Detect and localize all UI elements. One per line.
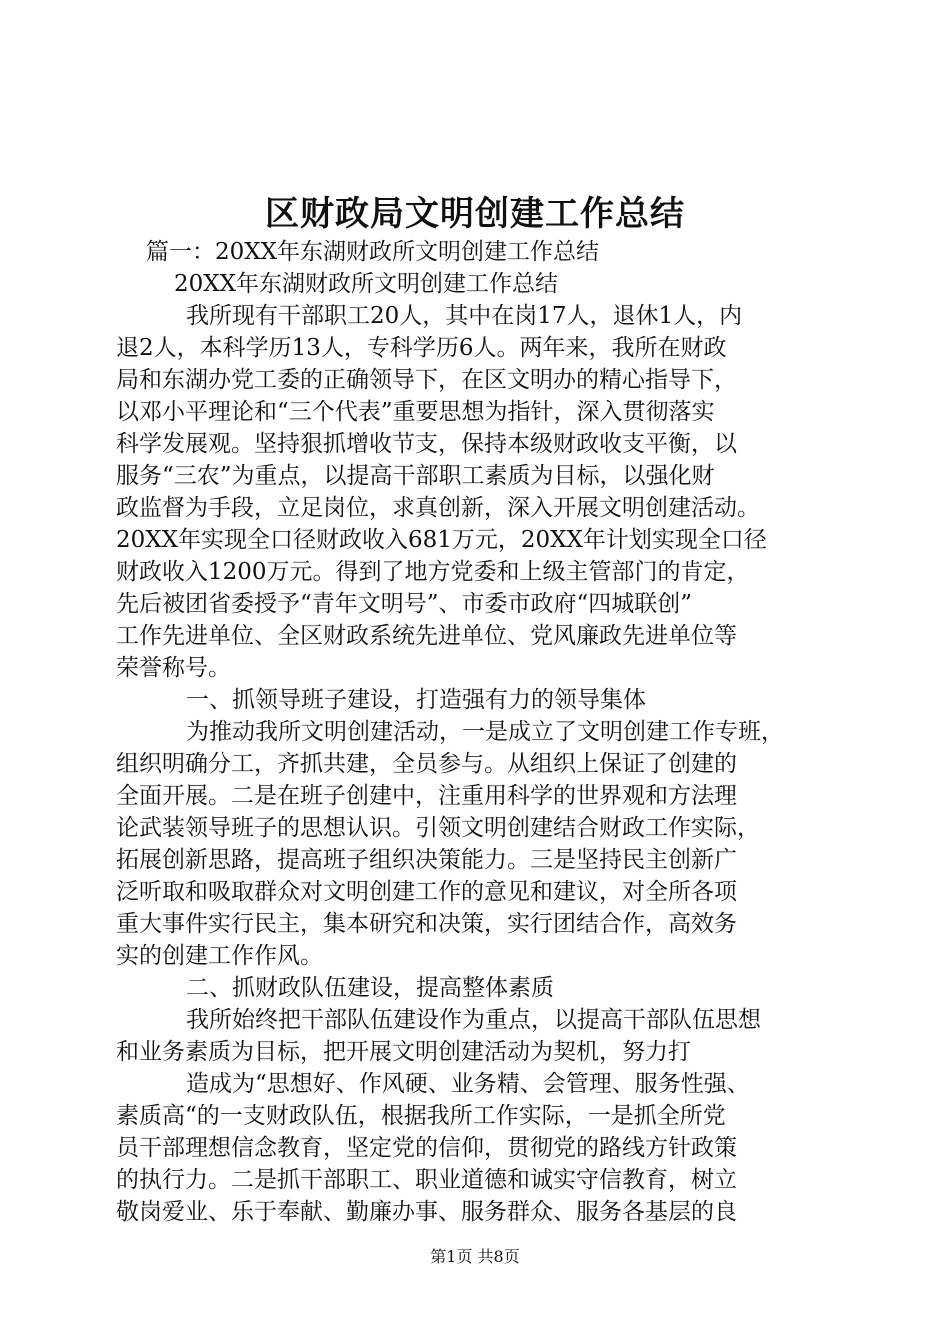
text-line: 20XX年东湖财政所文明创建工作总结 [174,271,559,297]
text-line: 以邓小平理论和“三个代表”重要思想为指针，深入贯彻落实 [116,399,715,425]
text-line: 局和东湖办党工委的正确领导下，在区文明办的精心指导下， [116,367,737,393]
text-line: 全面开展。二是在班子创建中，注重用科学的世界观和方法理 [116,783,737,809]
text-line: 拓展创新思路，提高班子组织决策能力。三是坚持民主创新广 [116,847,737,873]
text-line: 泛听取和吸取群众对文明创建工作的意见和建议，对全所各项 [116,879,737,905]
text-line: 荣誉称号。 [116,655,231,681]
text-line: 敬岗爱业、乐于奉献、勤廉办事、服务群众、服务各基层的良 [116,1199,737,1225]
text-line: 组织明确分工，齐抓共建，全员参与。从组织上保证了创建的 [116,751,737,777]
text-line: 素质高“的一支财政队伍，根据我所工作实际，一是抓全所党 [116,1103,726,1129]
text-line: 先后被团省委授予“青年文明号”、市委市政府“四城联创” [116,591,693,617]
document-body [116,236,831,1228]
text-line: 工作先进单位、全区财政系统先进单位、党风廉政先进单位等 [116,623,737,649]
text-line: 造成为“思想好、作风硬、业务精、会管理、服务性强、 [186,1071,750,1097]
text-line: 和业务素质为目标，把开展文明创建活动为契机，努力打 [116,1039,691,1065]
text-line: 我所始终把干部队伍建设作为重点，以提高干部队伍思想 [186,1007,761,1033]
section-heading: 一、抓领导班子建设，打造强有力的领导集体 [186,687,646,713]
text-line: 实的创建工作作风。 [116,943,323,969]
text-line: 退2人，本科学历13人，专科学历6人。两年来，我所在财政 [116,335,727,361]
text-line: 20XX年实现全口径财政收入681万元，20XX年计划实现全口径 [116,527,767,553]
text-line: 员干部理想信念教育，坚定党的信仰，贯彻党的路线方针政策 [116,1135,737,1161]
section-heading: 二、抓财政队伍建设，提高整体素质 [186,975,554,1001]
text-line: 财政收入1200万元。得到了地方党委和上级主管部门的肯定， [116,559,750,585]
text-line: 篇一：20XX年东湖财政所文明创建工作总结 [146,239,600,265]
document-title: 区财政局文明创建工作总结 [265,194,685,234]
text-line: 科学发展观。坚持狠抓增收节支，保持本级财政收支平衡，以 [116,431,737,457]
text-line: 重大事件实行民主，集本研究和决策，实行团结合作，高效务 [116,911,737,937]
page-number: 第1页 共8页 [430,1247,520,1266]
text-line: 我所现有干部职工20人，其中在岗17人，退休1人，内 [186,303,743,329]
text-line: 政监督为手段，立足岗位，求真创新，深入开展文明创建活动。 [116,495,760,521]
text-line: 服务“三农”为重点，以提高干部职工素质为目标，以强化财 [116,463,715,489]
text-line: 的执行力。二是抓干部职工、职业道德和诚实守信教育，树立 [116,1167,737,1193]
text-line: 论武装领导班子的思想认识。引领文明创建结合财政工作实际， [116,815,760,841]
text-line: 为推动我所文明创建活动，一是成立了文明创建工作专班， [186,719,784,745]
